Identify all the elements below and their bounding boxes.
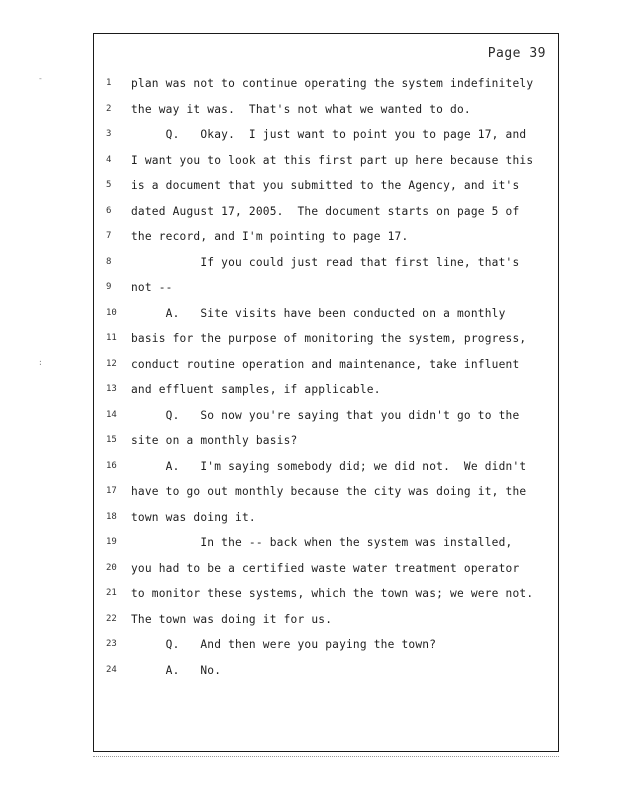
transcript-line: In the -- back when the system was installed, bbox=[131, 536, 513, 549]
line-number: 6 bbox=[106, 205, 112, 216]
transcript-line: town was doing it. bbox=[131, 510, 256, 524]
transcript-line: conduct routine operation and maintenance, take influent bbox=[131, 357, 520, 371]
transcript-line: Q. Okay. I just want to point you to page 17, and bbox=[131, 128, 527, 141]
transcript-line: A. Site visits have been conducted on a monthly bbox=[131, 306, 506, 320]
transcript-line: to monitor these systems, which the town was; we were not. bbox=[131, 587, 534, 600]
line-number: 12 bbox=[106, 358, 117, 369]
line-number: 3 bbox=[106, 129, 112, 139]
line-number: 14 bbox=[106, 409, 117, 420]
margin-mark: - bbox=[38, 74, 43, 83]
transcript-line: A. No. bbox=[131, 663, 222, 677]
transcript-line: and effluent samples, if applicable. bbox=[131, 383, 381, 396]
line-number: 11 bbox=[106, 333, 117, 343]
line-number: 15 bbox=[106, 435, 117, 445]
line-number: 18 bbox=[106, 511, 117, 522]
transcript-line: The town was doing it for us. bbox=[131, 612, 333, 626]
transcript-line: A. I'm saying somebody did; we did not. We didn't bbox=[131, 459, 527, 473]
line-number: 24 bbox=[106, 664, 117, 675]
line-number: 13 bbox=[106, 384, 117, 394]
transcript-line: not -- bbox=[131, 281, 173, 294]
line-number: 23 bbox=[106, 639, 117, 649]
transcript-line: plan was not to continue operating the system indefinitely bbox=[131, 77, 534, 90]
line-number: 5 bbox=[106, 180, 112, 190]
transcript-line: you had to be a certified waste water treatment operator bbox=[131, 561, 520, 575]
line-number: 10 bbox=[106, 307, 117, 318]
transcript-line: have to go out monthly because the city was doing it, the bbox=[131, 485, 527, 498]
line-number: 9 bbox=[106, 282, 112, 292]
transcript-line: the way it was. That's not what we wanted to do. bbox=[131, 102, 471, 116]
line-number: 21 bbox=[106, 588, 117, 598]
line-number: 20 bbox=[106, 562, 117, 573]
line-number: 17 bbox=[106, 486, 117, 496]
transcript-line: is a document that you submitted to the Agency, and it's bbox=[131, 179, 520, 192]
line-number: 4 bbox=[106, 154, 112, 165]
transcript-line: the record, and I'm pointing to page 17. bbox=[131, 230, 409, 243]
line-number: 7 bbox=[106, 231, 112, 241]
transcript-line: Q. So now you're saying that you didn't go to the bbox=[131, 408, 520, 422]
transcript-line: I want you to look at this first part up here because this bbox=[131, 153, 534, 167]
line-number: 8 bbox=[106, 256, 112, 267]
line-number: 1 bbox=[106, 78, 112, 88]
bottom-rule bbox=[93, 756, 559, 757]
transcript-line: If you could just read that first line, that's bbox=[131, 255, 520, 269]
transcript-line: basis for the purpose of monitoring the system, progress, bbox=[131, 332, 527, 345]
transcript-line: dated August 17, 2005. The document starts on page 5 of bbox=[131, 204, 520, 218]
line-number: 19 bbox=[106, 537, 117, 547]
transcript-line: Q. And then were you paying the town? bbox=[131, 638, 437, 651]
line-number: 16 bbox=[106, 460, 117, 471]
line-number: 2 bbox=[106, 103, 112, 114]
transcript-line: site on a monthly basis? bbox=[131, 434, 298, 447]
page-number: Page 39 bbox=[487, 46, 546, 61]
line-number: 22 bbox=[106, 613, 117, 624]
transcript-page bbox=[93, 33, 559, 752]
margin-mark: : bbox=[38, 358, 43, 367]
